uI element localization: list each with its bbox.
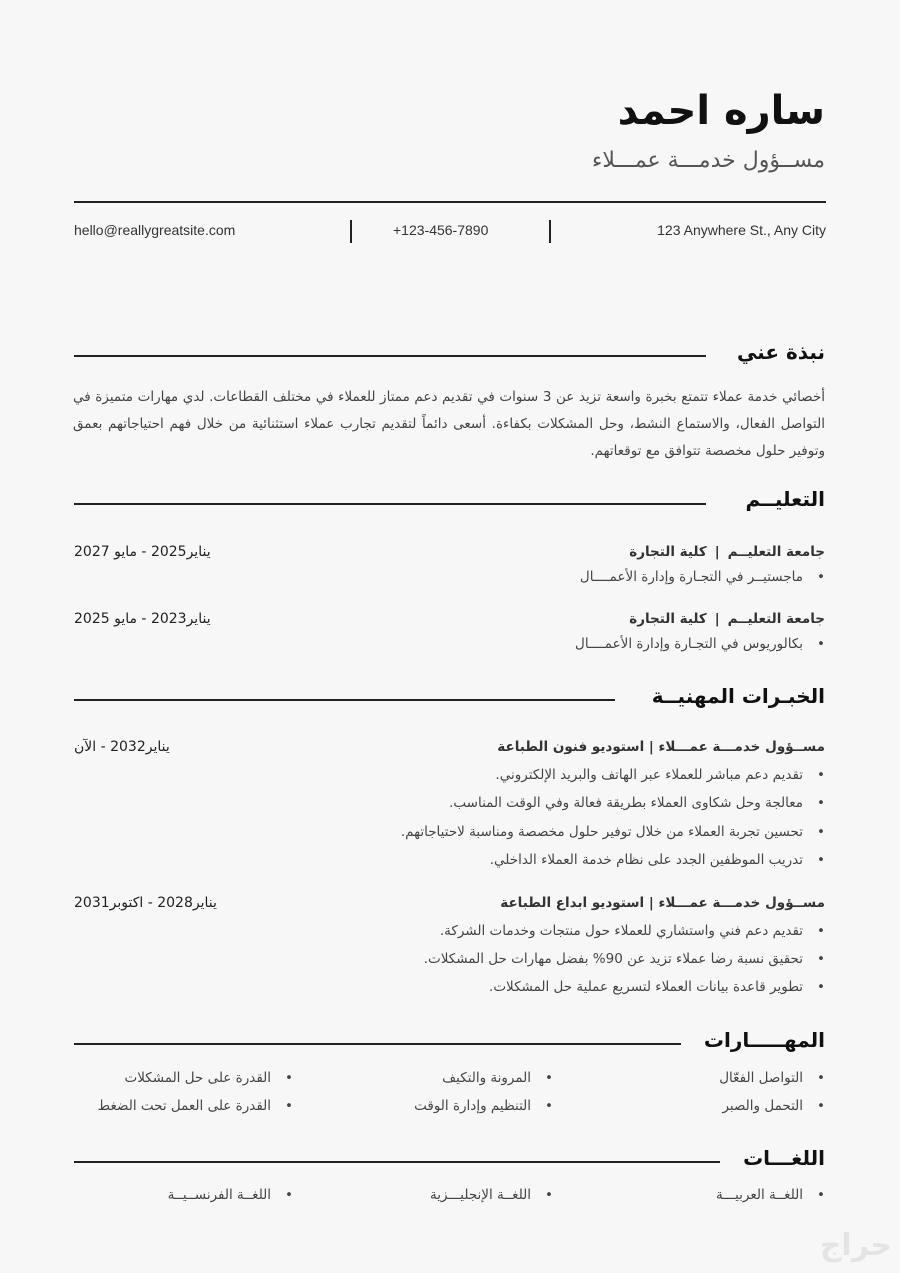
skill-item: • التواصل الفعّال: [719, 1070, 825, 1086]
skills-heading: المهـــــارات: [703, 1028, 825, 1052]
experience-divider: [74, 699, 615, 701]
skill-item: • القدرة على العمل تحت الضغط: [98, 1098, 293, 1114]
person-name: ساره احمد: [617, 88, 825, 134]
skill-item: • القدرة على حل المشكلات: [125, 1070, 294, 1086]
experience-bullet: • تحسين تجربة العملاء من خلال توفير حلول مخصصة ومناسبة لاحتياجاتهم.: [401, 824, 825, 840]
experience-dates: يناير2032 - الآن: [74, 739, 170, 755]
education-institution: جامعة التعليــم|كلية التجارة: [629, 544, 825, 560]
language-item: • اللغــة الفرنســيــة: [168, 1187, 293, 1203]
experience-bullet: • معالجة وحل شكاوى العملاء بطريقة فعالة وفي الوقت المناسب.: [449, 795, 825, 811]
contact-phone[interactable]: +123-456-7890: [393, 222, 489, 238]
experience-row: [74, 895, 825, 917]
about-heading: نبذة عني: [736, 340, 825, 364]
job-title: مســؤول خدمـــة عمـــلاء: [592, 148, 825, 173]
contact-email[interactable]: hello@reallygreatsite.com: [74, 222, 236, 238]
contact-address: 123 Anywhere St., Any City: [657, 222, 826, 238]
skill-item: • التنظيم وإدارة الوقت: [414, 1098, 553, 1114]
experience-role: مســؤول خدمـــة عمـــلاء | استوديو ابداع الطباعة: [500, 895, 825, 911]
language-item: • اللغــة الإنجليـــزية: [430, 1187, 553, 1203]
skill-item: • المرونة والتكيف: [442, 1070, 553, 1086]
education-degree: • بكالوريوس في التجـارة وإدارة الأعمــــال: [575, 636, 825, 652]
contact-separator: [350, 220, 352, 243]
experience-bullet: • تطوير قاعدة بيانات العملاء لتسريع عملية حل المشكلات.: [489, 979, 825, 995]
skills-divider: [74, 1043, 681, 1045]
experience-role: مســؤول خدمـــة عمـــلاء | استوديو فنون الطباعة: [497, 739, 825, 755]
contact-separator: [549, 220, 551, 243]
about-text: أخصائي خدمة عملاء تتمتع بخبرة واسعة تزيد عن 3 سنوات في تقديم دعم ممتاز للعملاء في مختلف القطاعات. لدي مهارات متميزة في التواصل الفعال، والاستماع النشط، وحل المشكلات بكفاءة. أسعى دائماً لتقديم تجارب عملاء استثنائية من خلال فهم احتياجاتهم بعمق وتوفير حلول مخصصة تتوافق مع توقعاتهم.: [73, 389, 825, 459]
skill-item: • التحمل والصبر: [722, 1098, 825, 1114]
education-degree: • ماجستيــر في التجـارة وإدارة الأعمــــال: [580, 569, 825, 585]
experience-bullet: • تقديم دعم فني واستشاري للعملاء حول منتجات وخدمات الشركة.: [440, 923, 825, 939]
language-item: • اللغــة العربيـــة: [716, 1187, 825, 1203]
experience-bullet: • تحقيق نسبة رضا عملاء تزيد عن 90% بفضل مهارات حل المشكلات.: [424, 951, 825, 967]
header-divider: [74, 201, 826, 203]
education-heading: التعليــم: [745, 487, 825, 511]
education-dates: يناير2025 - مايو 2027: [74, 544, 211, 560]
experience-dates: يناير2028 - اكتوبر2031: [74, 895, 217, 911]
university-name: جامعة التعليــم: [727, 544, 825, 560]
education-row: [74, 544, 825, 566]
experience-bullet: • تدريب الموظفين الجدد على نظام خدمة العملاء الداخلي.: [490, 852, 825, 868]
education-divider: [74, 503, 706, 505]
experience-bullet: • تقديم دعم مباشر للعملاء عبر الهاتف والبريد الإلكتروني.: [495, 767, 825, 783]
watermark-logo: حراج: [819, 1228, 892, 1263]
education-row: [74, 611, 825, 633]
college-name: كلية التجارة: [629, 611, 707, 627]
experience-heading: الخبـرات المهنيــة: [651, 684, 825, 708]
experience-row: [74, 739, 825, 761]
college-name: كلية التجارة: [629, 544, 707, 560]
university-name: جامعة التعليــم: [727, 611, 825, 627]
education-institution: جامعة التعليــم|كلية التجارة: [629, 611, 825, 627]
about-divider: [74, 355, 706, 357]
education-dates: يناير2023 - مايو 2025: [74, 611, 211, 627]
languages-heading: اللغـــات: [743, 1146, 825, 1170]
languages-divider: [74, 1161, 720, 1163]
